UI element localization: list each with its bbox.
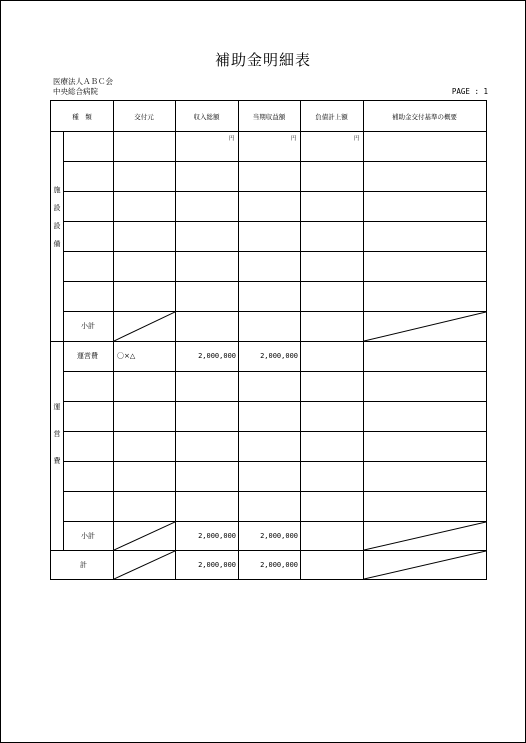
total-current-revenue: 2,000,000 xyxy=(260,560,298,569)
org-name: 医療法人ＡＢＣ会 xyxy=(53,77,113,86)
col-divider-revenue xyxy=(238,101,239,579)
label-char: 費 xyxy=(53,457,61,465)
row-line xyxy=(63,371,486,372)
col-divider-liability xyxy=(300,101,301,579)
section-label-operating xyxy=(51,394,63,475)
total-label: 計 xyxy=(80,560,87,569)
header-type: 種 類 xyxy=(72,112,92,121)
header-total-income: 収入総額 xyxy=(193,112,220,121)
row-line xyxy=(63,461,486,462)
row-source: 〇×△ xyxy=(117,352,136,360)
label-char: 営 xyxy=(53,430,61,438)
row-line xyxy=(63,221,486,222)
subtotal-total-income: 2,000,000 xyxy=(198,532,236,540)
subtotal-label-operating: 小計 xyxy=(81,532,95,540)
page-number: PAGE : 1 xyxy=(451,87,488,96)
yen-unit: 円 xyxy=(229,136,235,142)
row-line xyxy=(63,401,486,402)
yen-unit: 円 xyxy=(354,136,360,142)
row-current-revenue: 2,000,000 xyxy=(260,352,298,360)
total-total-income: 2,000,000 xyxy=(198,560,236,569)
subsidy-table xyxy=(50,100,487,580)
diagonal-strike xyxy=(364,522,486,550)
row-line xyxy=(63,161,486,162)
label-char: 設 xyxy=(53,222,61,230)
diagonal-strike xyxy=(364,551,486,579)
col-divider-income xyxy=(175,101,176,579)
row-line xyxy=(63,251,486,252)
diagonal-strike xyxy=(114,312,175,341)
header-source: 交付元 xyxy=(134,112,154,121)
diagonal-strike xyxy=(114,522,175,550)
row-line xyxy=(63,491,486,492)
header-current-revenue: 当期収益額 xyxy=(252,112,286,121)
row-line xyxy=(63,191,486,192)
row-line xyxy=(63,281,486,282)
row-line xyxy=(63,431,486,432)
label-char: 備 xyxy=(53,240,61,248)
subtotal-current-revenue: 2,000,000 xyxy=(260,532,298,540)
row-total-income: 2,000,000 xyxy=(198,352,236,360)
header-bottom-line xyxy=(51,131,486,132)
row-type: 運営費 xyxy=(77,352,98,360)
section-label-facility xyxy=(51,181,63,253)
label-char: 設 xyxy=(53,204,61,212)
header-liability: 負債計上額 xyxy=(315,112,348,121)
subtotal-label-facility: 小計 xyxy=(81,322,95,330)
yen-unit: 円 xyxy=(291,136,297,142)
label-char: 運 xyxy=(53,403,61,411)
diagonal-strike xyxy=(364,312,486,341)
label-char: 施 xyxy=(53,186,61,194)
header-summary: 補助金交付基準の概要 xyxy=(392,112,457,121)
diagonal-strike xyxy=(114,551,175,579)
page-title: 補助金明細表 xyxy=(214,51,311,69)
hospital-name: 中央総合病院 xyxy=(53,87,98,96)
